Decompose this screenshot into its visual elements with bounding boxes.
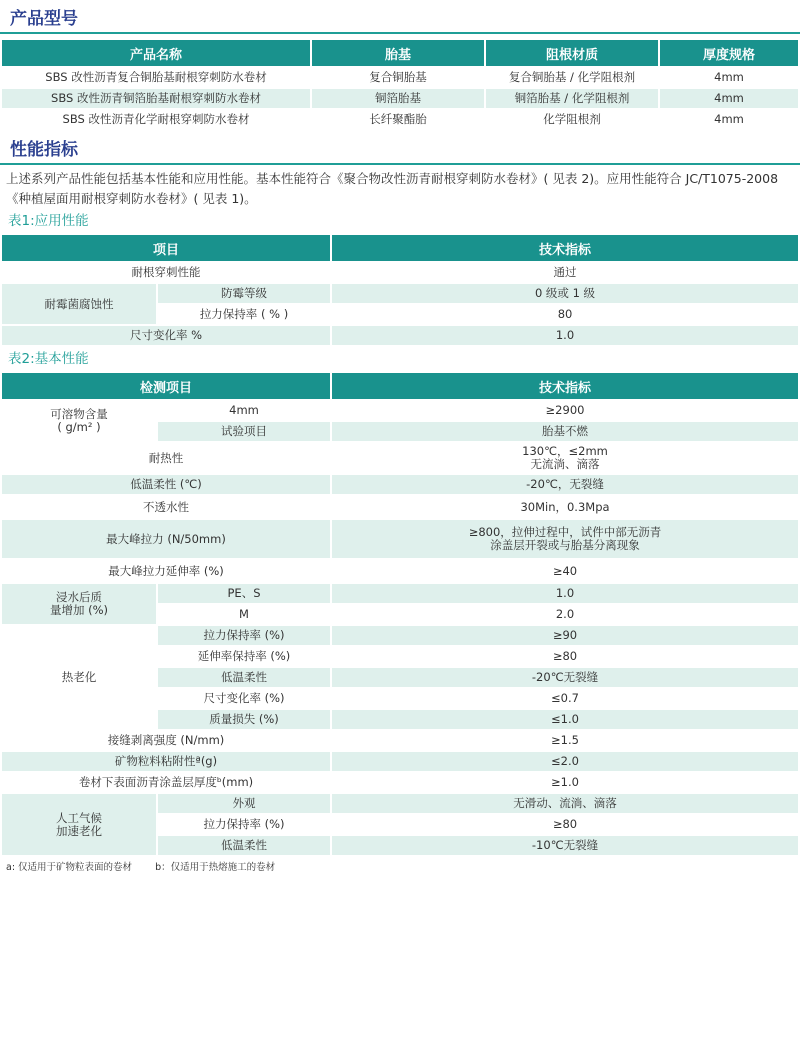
cell: 低温柔性 (158, 668, 330, 687)
table-row (2, 401, 798, 420)
table-row (2, 584, 798, 603)
header-base: 胎基 (312, 40, 484, 66)
cell: 卷材下表面沥青涂盖层厚度ᵇ(mm) (78, 775, 254, 789)
cell-line: 无流淌、滴落 (530, 457, 600, 471)
table-row (2, 89, 798, 108)
cell: 尺寸变化率 (%) (203, 691, 285, 705)
table-row (2, 326, 798, 345)
cell (332, 443, 798, 473)
cell: -10℃无裂缝 (332, 836, 798, 855)
cell: 复合铜胎基 (369, 70, 427, 84)
cell: 热老化 (2, 626, 156, 729)
table-header-row (2, 40, 798, 66)
cell: 防霉等级 (158, 284, 330, 303)
header-test-item: 检测项目 (2, 373, 330, 399)
table-row (2, 443, 798, 473)
cell (2, 401, 156, 441)
cell: SBS 改性沥青复合铜胎基耐根穿刺防水卷材 (45, 70, 267, 84)
cell (2, 794, 156, 855)
cell: PE、S (158, 584, 330, 603)
cell-line: ( g/m² ) (57, 420, 101, 434)
cell: 铜箔胎基 / 化学阻根剂 (486, 89, 658, 108)
header-spec: 技术指标 (332, 373, 798, 399)
table-row (2, 773, 798, 792)
cell: 延伸率保持率 (%) (197, 649, 291, 663)
cell-line: 人工气候 (56, 810, 102, 825)
table-row (2, 68, 798, 87)
footnote-a: a: 仅适用于矿物粒表面的卷材 (6, 862, 133, 873)
performance-section (0, 137, 800, 873)
cell-line: 浸水后质 (56, 590, 102, 604)
cell: 4mm (714, 70, 744, 84)
header-thickness: 厚度规格 (660, 40, 798, 66)
cell: 2.0 (555, 607, 575, 621)
cell: ≥80 (552, 817, 578, 831)
table-header-row (2, 373, 798, 399)
cell: 胎基不燃 (332, 422, 798, 441)
cell: ≤0.7 (551, 691, 579, 705)
cell: ≥2900 (545, 403, 585, 417)
table-row (2, 731, 798, 750)
cell: 复合铜胎基 / 化学阻根剂 (508, 70, 636, 84)
cell: 接缝剥离强度 (N/mm) (107, 733, 225, 747)
table-header-row (2, 235, 798, 261)
header-item: 项目 (2, 235, 330, 261)
header-product-name: 产品名称 (2, 40, 310, 66)
cell: 4mm (660, 89, 798, 108)
cell: ≥40 (552, 563, 578, 578)
cell: 最大峰拉力 (N/50mm) (2, 520, 330, 558)
footnotes (6, 859, 800, 873)
cell: 低温柔性 (℃) (2, 475, 330, 494)
cell: ≥80 (552, 649, 578, 663)
cell: 拉力保持率 ( % ) (199, 307, 289, 321)
cell: 1.0 (332, 326, 798, 345)
cell: ≤2.0 (332, 752, 798, 771)
cell: 耐根穿刺性能 (131, 265, 201, 279)
cell-line: 加速老化 (56, 823, 102, 838)
table-row (2, 475, 798, 494)
cell-line: 涂盖层开裂或与胎基分离现象 (490, 538, 640, 552)
intro-paragraph: 上述系列产品性能包括基本性能和应用性能。基本性能符合《聚合物改性沥青耐根穿刺防水卷材》( 见表 2)。应用性能符合 JC/T1075-2008《种植屋面用耐根穿刺防水卷材》( 见表 1)。 (6, 171, 779, 206)
cell: ≥90 (332, 626, 798, 645)
table-row (2, 520, 798, 558)
table1-title: 表1:应用性能 (8, 213, 89, 229)
products-table (0, 38, 800, 131)
cell: SBS 改性沥青化学耐根穿刺防水卷材 (62, 112, 250, 126)
cell: 化学阻根剂 (543, 112, 601, 126)
cell: 拉力保持率 (%) (203, 817, 285, 831)
section-title-performance: 性能指标 (10, 140, 78, 160)
cell-line: 量增加 (%) (49, 603, 109, 617)
table-row (2, 560, 798, 582)
cell: -20℃，无裂缝 (332, 475, 798, 494)
cell: 外观 (158, 794, 330, 813)
cell: -20℃无裂缝 (332, 668, 798, 687)
header-spec: 技术指标 (332, 235, 798, 261)
cell: 4mm (714, 112, 744, 126)
divider (0, 32, 800, 34)
basic-performance-table (0, 371, 800, 857)
table2-title: 表2:基本性能 (8, 351, 89, 367)
cell: 80 (557, 307, 573, 321)
cell (2, 584, 156, 624)
cell: 最大峰拉力延伸率 (%) (108, 563, 224, 578)
cell: ≥1.0 (551, 775, 579, 789)
cell: 不透水性 (143, 499, 189, 514)
cell: ≤1.0 (332, 710, 798, 729)
header-root-material: 阻根材质 (486, 40, 658, 66)
cell: 低温柔性 (158, 836, 330, 855)
table-row (2, 794, 798, 813)
table-row (2, 496, 798, 518)
section-title-products: 产品型号 (10, 9, 78, 29)
cell: 长纤聚酯胎 (369, 112, 427, 126)
table-row (2, 110, 798, 129)
cell-line: ≥800，拉伸过程中，试件中部无沥青 (468, 525, 662, 539)
cell: SBS 改性沥青铜箔胎基耐根穿刺防水卷材 (2, 89, 310, 108)
cell: 耐热性 (148, 450, 184, 465)
cell: 1.0 (332, 584, 798, 603)
cell: 拉力保持率 (%) (158, 626, 330, 645)
table-row (2, 263, 798, 282)
cell: 30Min，0.3Mpa (520, 499, 610, 514)
cell: 尺寸变化率 % (2, 326, 330, 345)
cell (332, 520, 798, 558)
cell-line: 可溶物含量 (50, 407, 108, 421)
cell: 耐霉菌腐蚀性 (2, 284, 156, 324)
table-row (2, 626, 798, 645)
footnote-b: b：仅适用于热熔施工的卷材 (155, 862, 276, 873)
application-performance-table (0, 233, 800, 347)
cell: 通过 (553, 265, 577, 279)
cell: 矿物粒料粘附性ª(g) (2, 752, 330, 771)
cell: 无滑动、流淌、滴落 (332, 794, 798, 813)
cell: 0 级或 1 级 (332, 284, 798, 303)
products-section (0, 6, 800, 131)
table-row (2, 752, 798, 771)
cell: M (239, 607, 249, 621)
cell: 试验项目 (158, 422, 330, 441)
cell-line: 130℃，≤2mm (522, 444, 608, 458)
cell: ≥1.5 (551, 733, 579, 747)
cell: 质量损失 (%) (158, 710, 330, 729)
table-row (2, 284, 798, 303)
divider (0, 163, 800, 165)
cell: 铜箔胎基 (312, 89, 484, 108)
cell: 4mm (229, 403, 259, 417)
